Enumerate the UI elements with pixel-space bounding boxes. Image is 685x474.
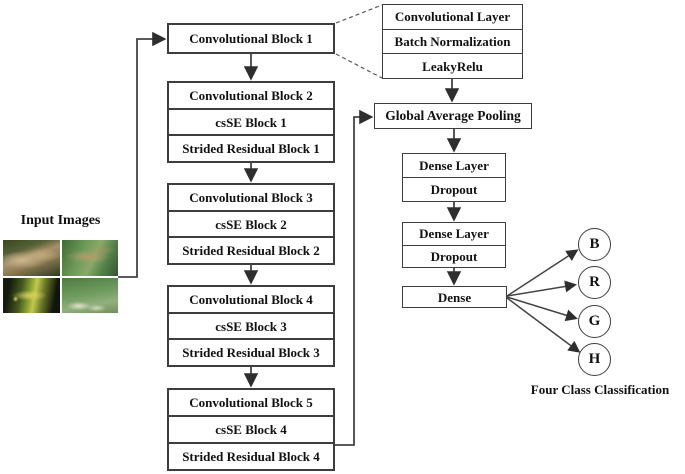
dashed-expand-top	[336, 5, 382, 23]
block-dropout-1: Dropout	[430, 182, 478, 197]
block-csse-block-1: csSE Block 1	[169, 110, 333, 137]
leaf-photo-rust	[3, 278, 60, 314]
class-circle-b: B	[578, 228, 611, 261]
block-convolutional-layer: Convolutional Layer	[383, 5, 522, 30]
block-dropout-2: Dropout	[430, 248, 478, 264]
block-group-5	[167, 388, 335, 471]
arrow-backbone-to-gap	[335, 117, 370, 445]
leaf-photo-blight	[3, 240, 60, 276]
dashed-expand-bottom	[336, 54, 382, 78]
block-csse-block-3: csSE Block 3	[169, 314, 333, 341]
block-batch-normalization: Batch Normalization	[383, 30, 522, 55]
block-dense: Dense	[437, 289, 472, 305]
class-circle-h: H	[578, 343, 611, 376]
arrow-dense-to-class-g	[507, 297, 575, 318]
block-group-3	[167, 183, 335, 265]
block-dense-layer-1: Dense Layer	[403, 154, 505, 178]
block-convolutional-block-1: Convolutional Block 1	[189, 31, 313, 46]
block-global-average-pooling: Global Average Pooling	[385, 108, 521, 124]
block-dense-box	[402, 286, 507, 308]
block-leakyrelu: LeakyRelu	[422, 58, 483, 74]
arrow-dense-to-class-r	[507, 285, 574, 296]
block-group-4	[167, 285, 335, 367]
block-convolutional-block-2: Convolutional Block 2	[169, 83, 333, 110]
input-images-label: Input Images	[20, 213, 101, 228]
dense-group-1	[402, 153, 506, 202]
arrow-dense-to-class-b	[507, 251, 576, 296]
dense-group-2	[402, 222, 506, 268]
four-class-classification-caption: Four Class Classification	[530, 382, 670, 397]
block-strided-residual-block-2: Strided Residual Block 2	[182, 243, 320, 259]
block-group-1	[167, 23, 335, 54]
block-strided-residual-block-3: Strided Residual Block 3	[182, 345, 320, 361]
block-dense-layer-2: Dense Layer	[403, 223, 505, 246]
class-circle-r: R	[578, 266, 611, 299]
class-circle-g: G	[578, 305, 611, 338]
block-convolutional-block-5: Convolutional Block 5	[169, 390, 333, 417]
block-csse-block-4: csSE Block 4	[169, 417, 333, 444]
leaf-photo-lesion	[62, 240, 119, 276]
block-convolutional-block-4: Convolutional Block 4	[169, 287, 333, 314]
leaf-photo-healthy	[62, 278, 119, 314]
arrow-dense-to-class-h	[507, 298, 578, 351]
block-convolutional-block-3: Convolutional Block 3	[169, 185, 333, 212]
block-csse-block-2: csSE Block 2	[169, 212, 333, 239]
input-images-grid	[3, 240, 118, 313]
block-global-average-pooling-box	[374, 103, 532, 129]
arrow-input-to-conv1	[118, 39, 163, 277]
block-strided-residual-block-1: Strided Residual Block 1	[182, 141, 320, 157]
conv-block-detail	[382, 4, 523, 79]
block-group-2	[167, 81, 335, 163]
block-strided-residual-block-4: Strided Residual Block 4	[182, 449, 320, 464]
